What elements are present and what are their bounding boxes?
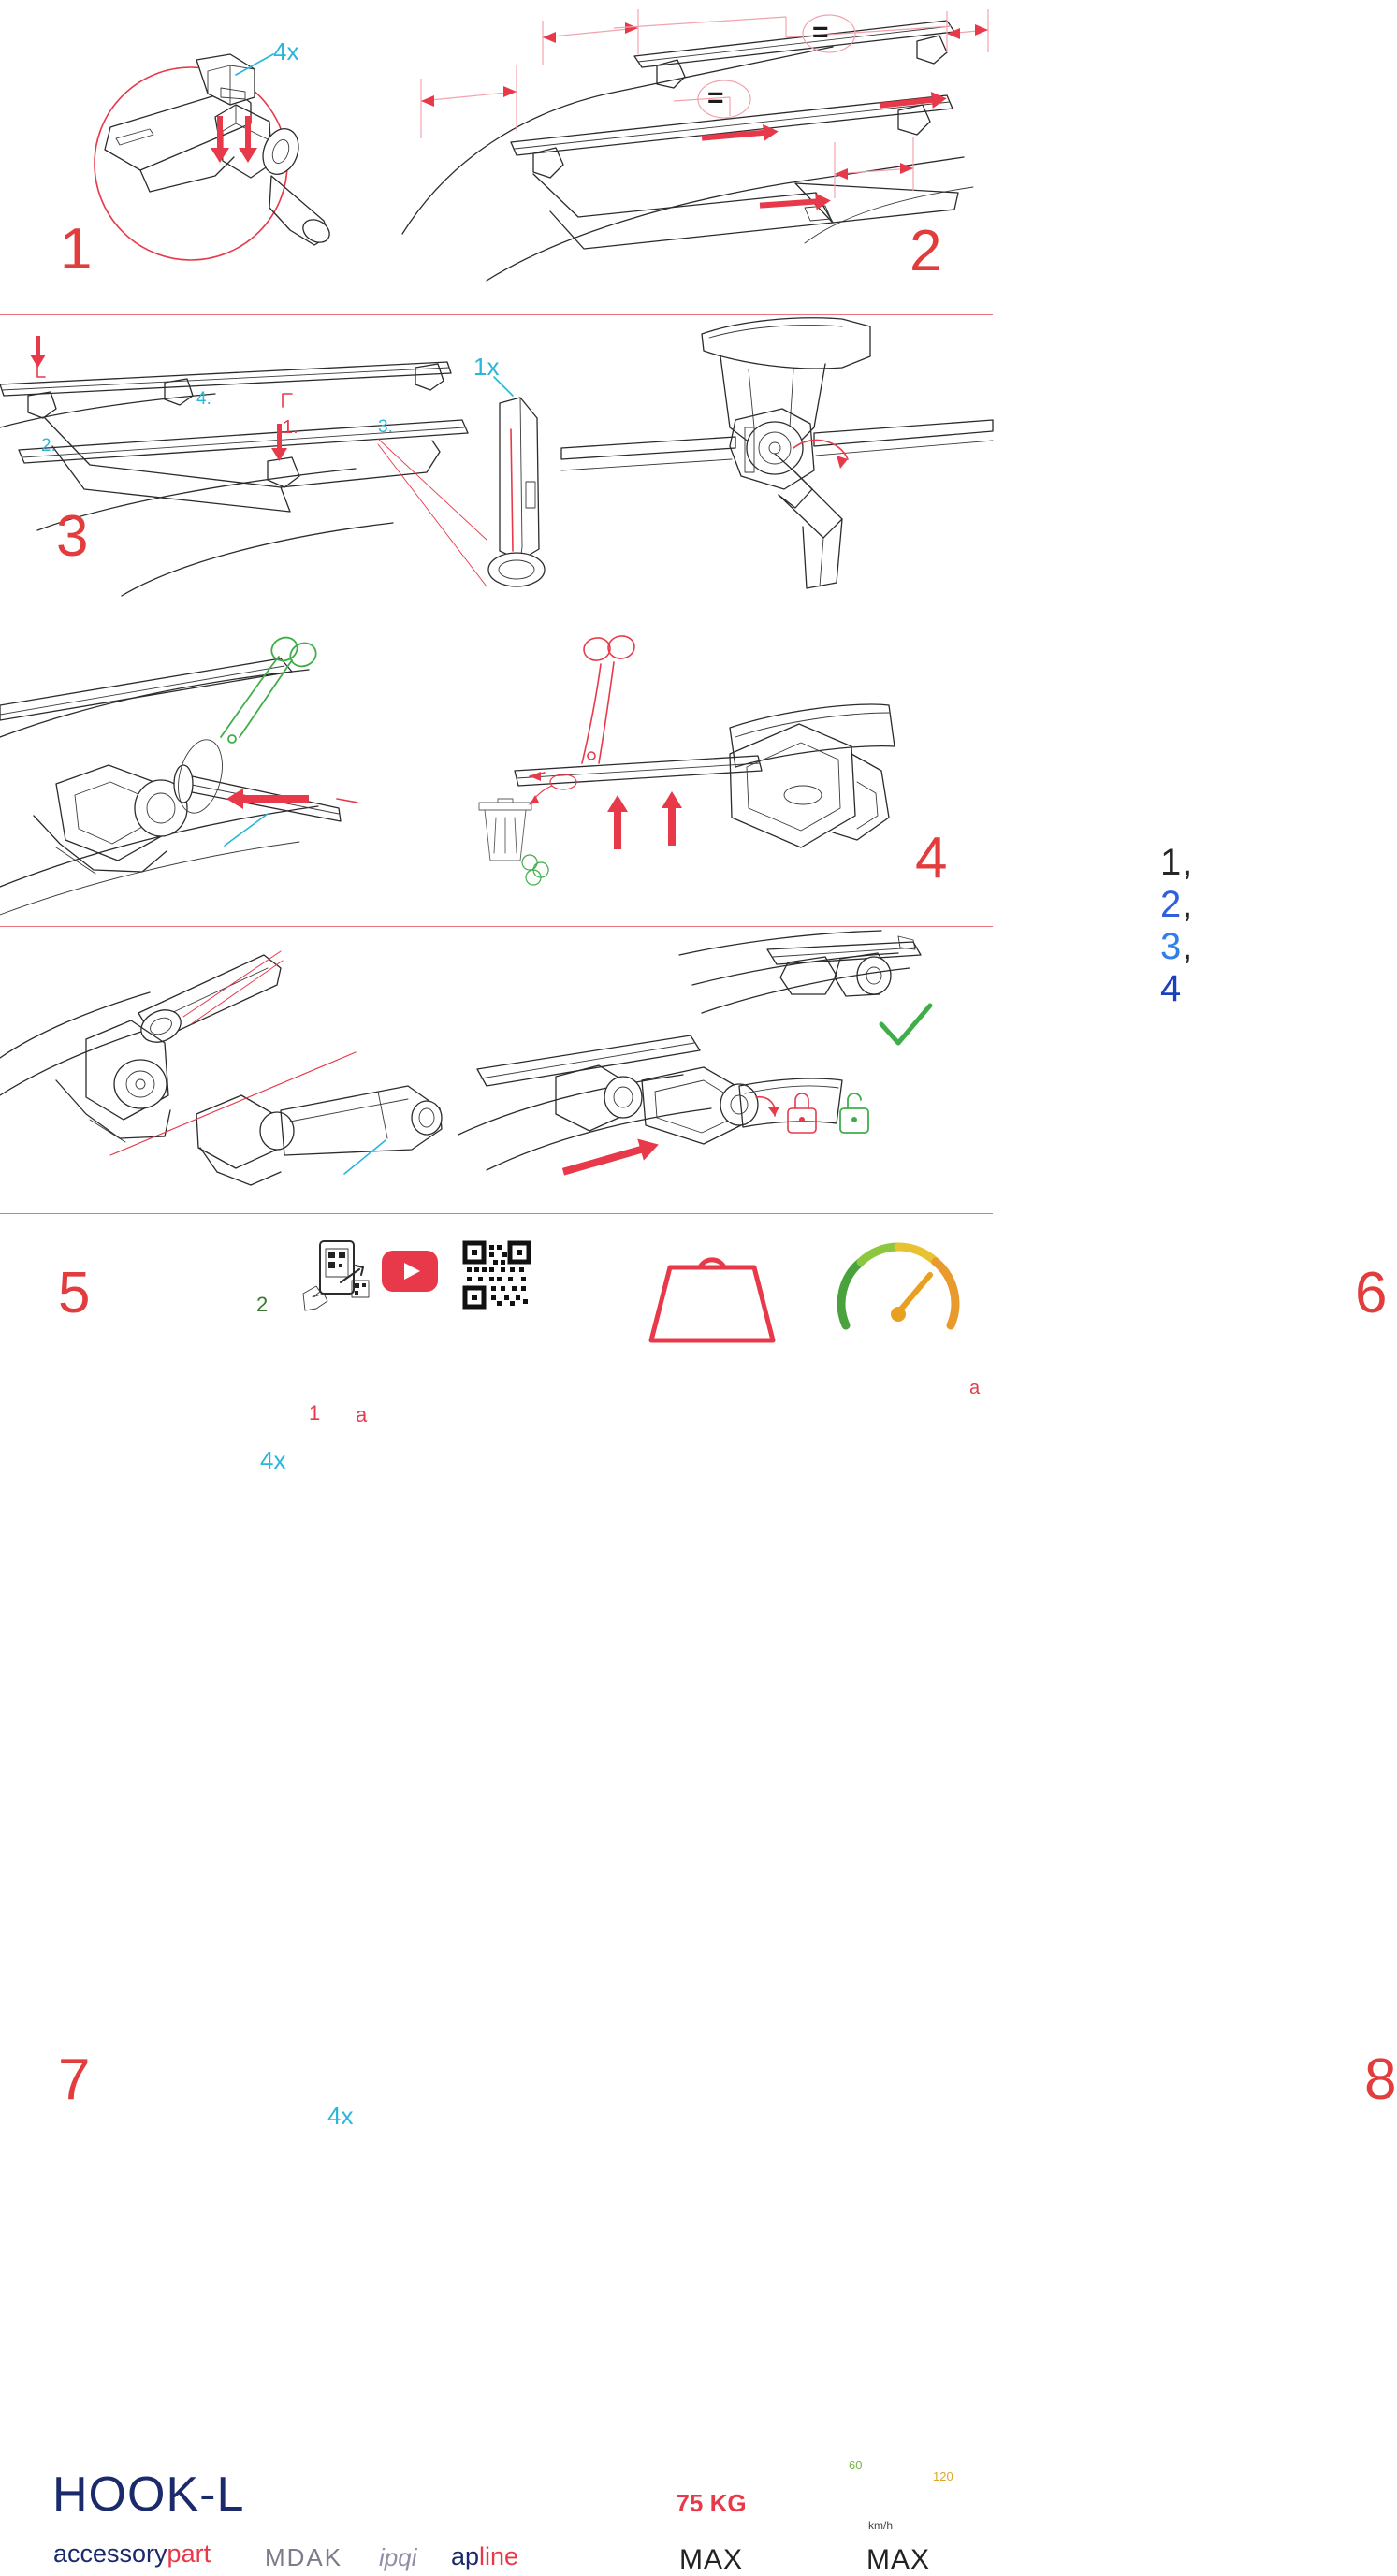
step-5-quantity-label: 4x: [260, 1446, 286, 1474]
youtube-icon[interactable]: [382, 1251, 438, 1292]
step-8-illustration: [458, 927, 993, 1213]
sequence-item-3: 3: [1160, 926, 1183, 967]
step-5-marker-a: a: [356, 1403, 368, 1426]
brand-name-accent: part: [167, 2540, 211, 2568]
sequence-item-1: 1: [1160, 842, 1183, 883]
step-5-illustration: [0, 615, 449, 926]
step-3-order-1: 1.: [283, 417, 298, 438]
step-2-illustration: [393, 0, 993, 314]
equal-sign-2: =: [812, 17, 829, 48]
brand-name: [53, 2540, 211, 2569]
step-panel-8: [458, 927, 1397, 2112]
qr-scan-phone-icon: [299, 1239, 371, 1320]
step-5-cut-label: 2: [256, 1293, 269, 1316]
step-panel-3: [0, 315, 561, 615]
max-speed-caption: MAX: [866, 2544, 930, 2575]
step-panel-1: [0, 0, 393, 314]
step-number-6: 6: [1355, 1261, 1389, 1325]
step-panel-5: [0, 615, 449, 1474]
step-panel-4: [561, 315, 1194, 1009]
step-1-quantity-label: 4x: [273, 37, 299, 65]
step-5-push-label: 1: [309, 1401, 321, 1425]
step-3-order-3: 3.: [378, 417, 393, 437]
max-load-value: 75 KG: [676, 2489, 747, 2517]
step-1-illustration: [0, 0, 393, 314]
sequence-item-2: 2: [1160, 884, 1183, 925]
brand-name-primary: accessory: [53, 2540, 167, 2568]
step-3-quantity-label: 1x: [473, 353, 500, 381]
step-7-illustration: [0, 927, 458, 1213]
max-load-caption: MAX: [678, 2544, 743, 2575]
weight-icon: [646, 1237, 779, 1346]
step-number-4: 4: [915, 826, 949, 890]
step-3-order-4: 4.: [196, 389, 211, 409]
qr-code-icon: [463, 1241, 531, 1309]
speed-tick-high: 120: [933, 2469, 953, 2483]
speed-unit: km/h: [868, 2519, 894, 2532]
partner-apline-accent: line: [479, 2542, 519, 2570]
speedometer-icon: [833, 1236, 964, 1348]
sequence-item-4: 4: [1160, 968, 1183, 1009]
speed-tick-low: 60: [849, 2458, 863, 2472]
tightening-sequence: 1, 2, 3, 4: [1160, 842, 1194, 1009]
product-name: HOOK-L: [52, 2467, 245, 2522]
partner-mdak: MDAK: [265, 2543, 343, 2571]
step-panel-2: [393, 0, 993, 314]
step-6-marker-a: a: [969, 1378, 981, 1398]
partner-ipqi: ipqi: [379, 2543, 417, 2571]
step-panel-7: [0, 927, 458, 2130]
step-7-quantity-label: 4x: [327, 2102, 354, 2130]
step-number-8: 8: [1364, 2048, 1397, 2112]
partner-apline-primary: ap: [451, 2542, 480, 2570]
step-number-7: 7: [58, 2048, 92, 2112]
step-number-3: 3: [56, 504, 90, 569]
equal-sign-1: =: [707, 82, 724, 113]
partner-apline: [451, 2542, 518, 2571]
step-number-1: 1: [60, 217, 94, 282]
step-number-2: 2: [910, 219, 943, 283]
step-4-illustration: [561, 315, 993, 615]
step-3-order-2: 2.: [41, 436, 56, 456]
step-6-illustration: [449, 615, 993, 926]
step-number-5: 5: [58, 1261, 92, 1325]
